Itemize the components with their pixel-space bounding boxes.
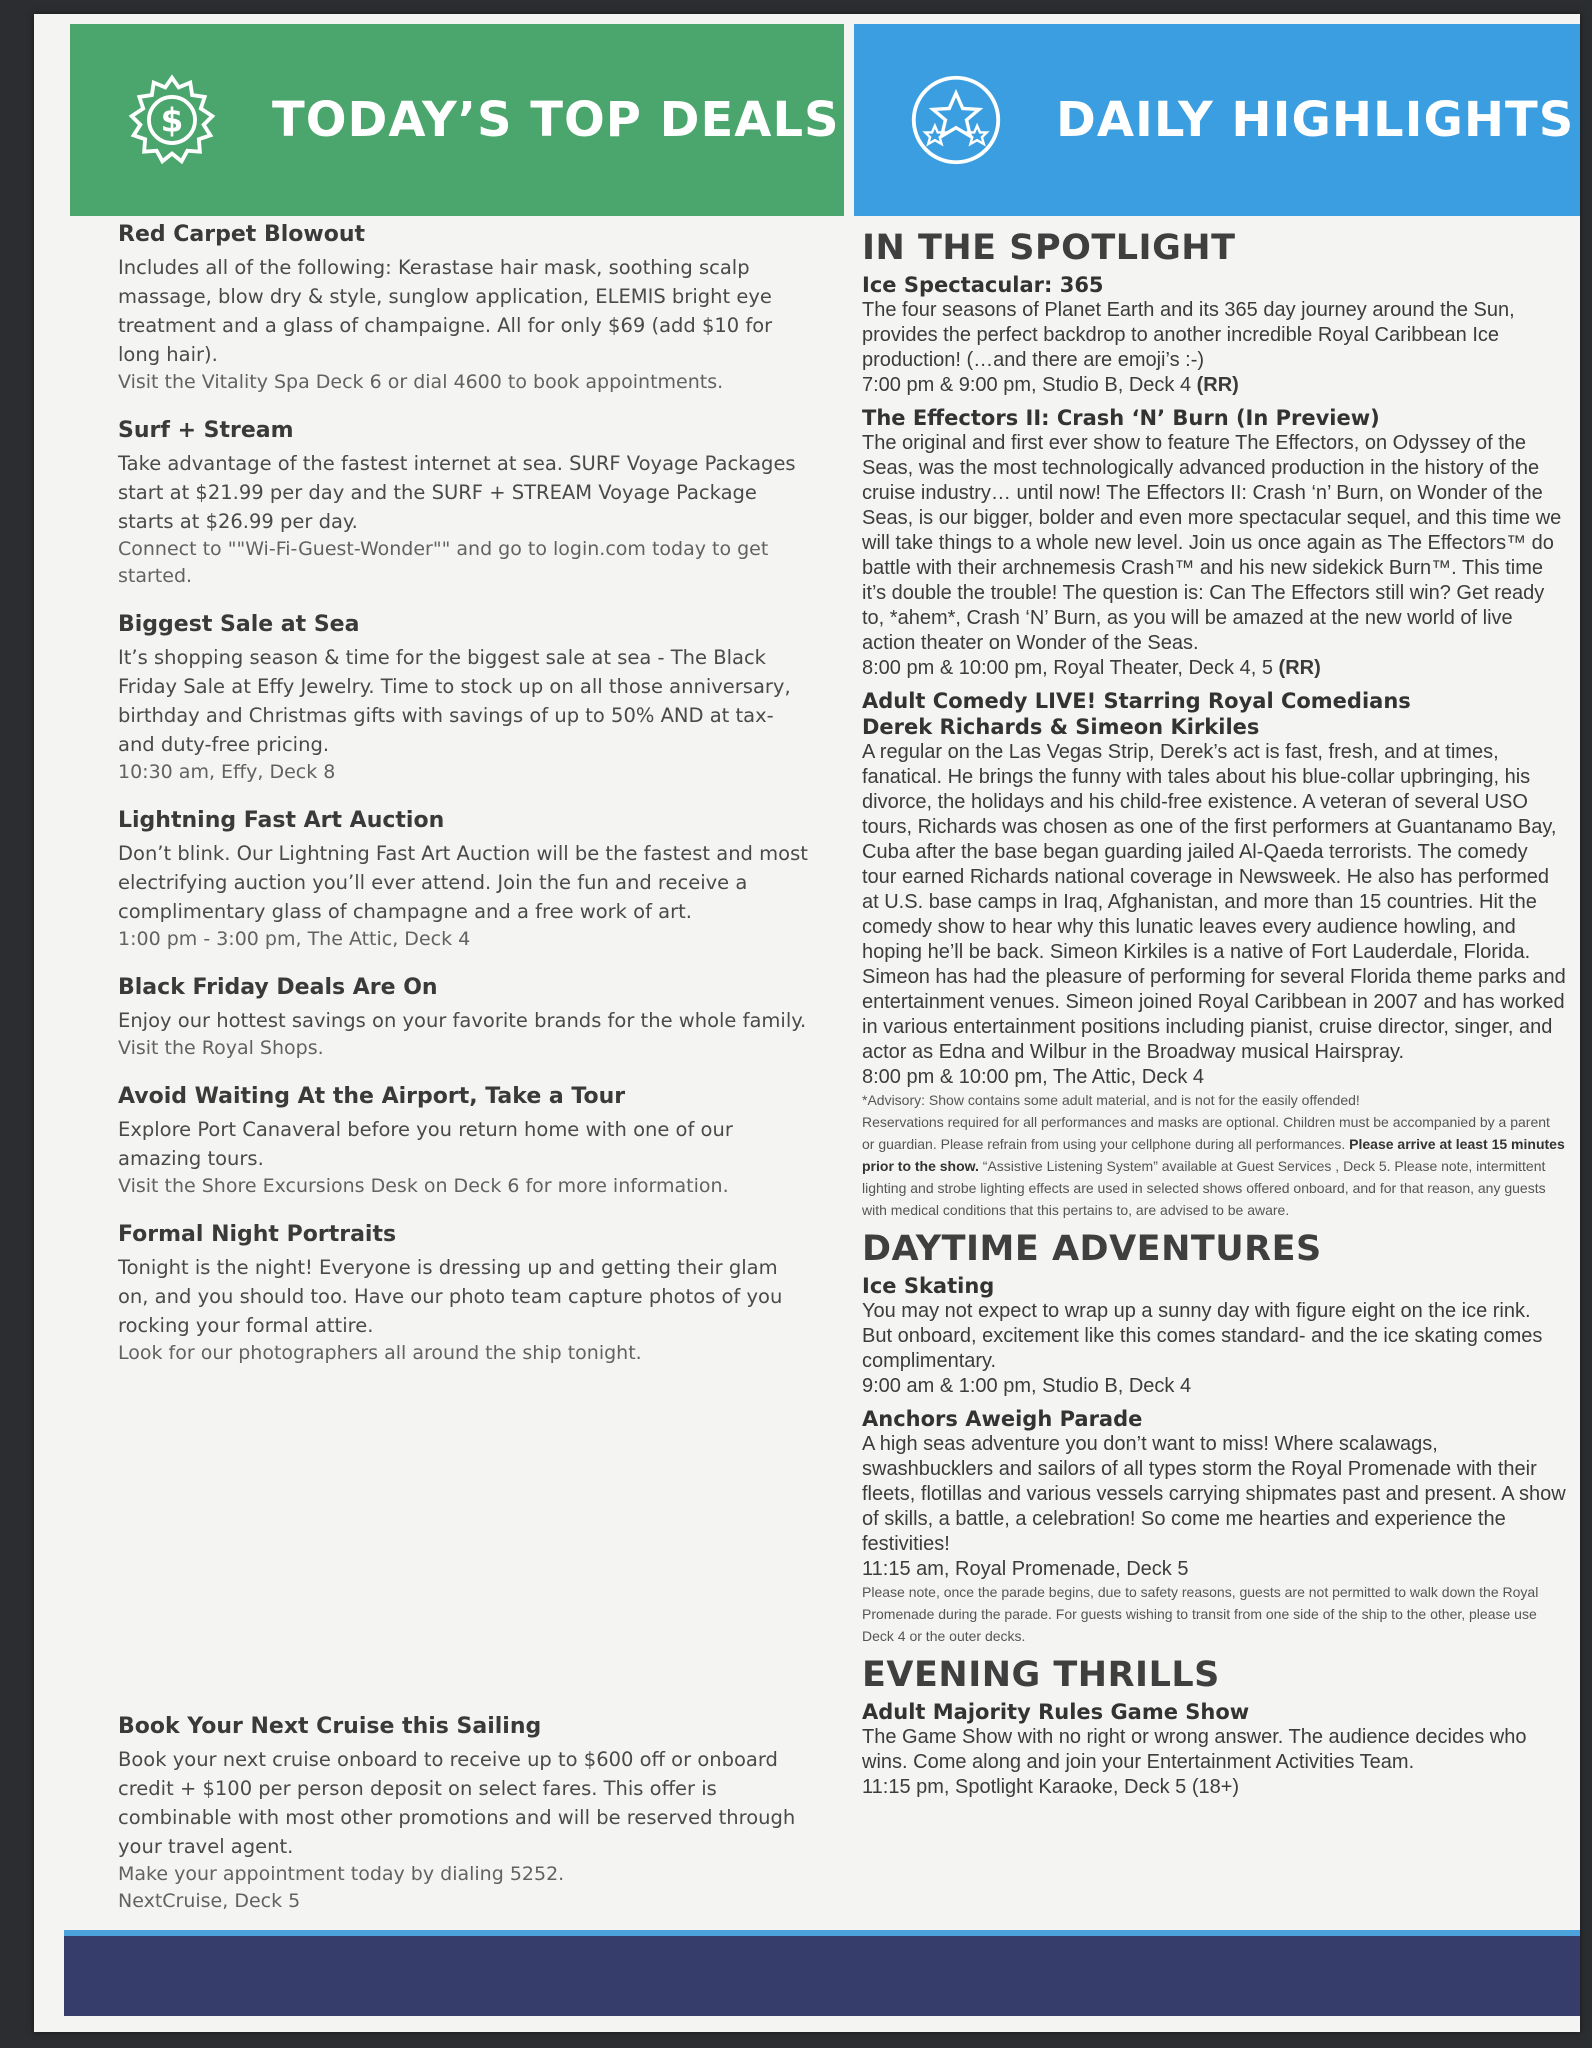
deal-surf-stream: [118, 418, 808, 590]
spotlight-heading: IN THE SPOTLIGHT: [862, 228, 1236, 268]
event-body: A high seas adventure you don’t want to miss! Where scalawags, swashbucklers and sailors of all types storm the Royal Promenade with their fleets, flotillas and various vessels carrying shipmates past and present. A show of skills, a battle, a celebration! So come me hearties and experience the festivities!: [862, 1433, 1566, 1555]
book-info-phone: Make your appointment today by dialing 5252.: [118, 1863, 565, 1885]
event-time: [862, 373, 1566, 397]
event-game-show: [862, 1699, 1566, 1799]
top-deals-header: [70, 24, 844, 216]
event-time: [862, 656, 1566, 680]
deal-info: 10:30 am, Effy, Deck 8: [118, 761, 336, 783]
event-body: You may not expect to wrap up a sunny day with figure eight on the ice rink. But onboard, excitement like this comes standard- and the ice skating comes complimentary.: [862, 1300, 1543, 1372]
deal-info: Visit the Shore Excursions Desk on Deck 6 for more information.: [118, 1175, 729, 1197]
event-time: 11:15 am, Royal Promenade, Deck 5: [862, 1558, 1189, 1580]
event-comedy: [862, 688, 1566, 1221]
event-title: The Effectors II: Crash ‘N’ Burn (In Preview): [862, 406, 1380, 430]
deal-info: Connect to ""Wi-Fi-Guest-Wonder"" and go to login.com today to get started.: [118, 538, 769, 587]
deal-title: Biggest Sale at Sea: [118, 612, 360, 637]
deal-title: Surf + Stream: [118, 418, 294, 443]
deal-info: Visit the Vitality Spa Deck 6 or dial 4600 to book appointments.: [118, 371, 724, 393]
footer-band: [64, 1936, 1580, 2016]
deal-title: Formal Night Portraits: [118, 1222, 397, 1247]
event-parade: [862, 1406, 1566, 1647]
deal-body: Enjoy our hottest savings on your favorite brands for the whole family.: [118, 1009, 807, 1032]
deal-tour: [118, 1084, 808, 1200]
book-title: Book Your Next Cruise this Sailing: [118, 1714, 542, 1739]
deal-title: Avoid Waiting At the Airport, Take a Tour: [118, 1084, 626, 1109]
event-body: The original and first ever show to feature The Effectors, on Odyssey of the Seas, was the most technologically advanced production in the history of the cruise industry… until now! The Effectors II: Crash ‘n’ Burn, on Wonder of the Seas, is our bigger, bolder and even more spectacular sequel, and this time we will take things to a whole new level. Join us once again as The Effectors™ do battle with their archnemesis Crash™ and his new sidekick Burn™. This time it’s double the trouble! The question is: Can The Effectors still win? Get ready to, *ahem*, Crash ‘N’ Burn, as you will be amazed at the new world of live action theater on Wonder of the Seas.: [862, 432, 1562, 654]
flyer-page: [34, 14, 1580, 2032]
deal-red-carpet: [118, 222, 808, 396]
event-time-text: 7:00 pm & 9:00 pm, Studio B, Deck 4: [862, 374, 1197, 396]
listening-note: “Assistive Listening System” available at Guest Services , Deck 5. Please note, intermittent lighting and strobe lighting effects are used in selected shows offered onboard, and for that reason, any guests with medical conditions that this pertains to, are advised to be aware.: [862, 1158, 1546, 1218]
event-ice-skating: [862, 1273, 1566, 1398]
deal-art-auction: [118, 808, 808, 953]
event-subtitle: Derek Richards & Simeon Kirkiles: [862, 715, 1260, 739]
event-body: A regular on the Las Vegas Strip, Derek’s act is fast, fresh, and at times, fanatical. He brings the funny with tales about his blue-collar upbringing, his divorce, the holidays and his child-free existence. A veteran of several USO tours, Richards was chosen as one of the first performers at Guantanamo Bay, Cuba after the base began guarding jailed Al-Qaeda terrorists. The comedy tour earned Richards national coverage in Newsweek. He also has performed at U.S. base camps in Iraq, Afghanistan, and more than 15 countries. Hit the comedy show to hear why this lunatic leaves every audience howling, and hoping he’ll be back. Simeon Kirkiles is a native of Fort Lauderdale, Florida. Simeon has had the pleasure of performing for several Florida theme parks and entertainment venues. Simeon joined Royal Caribbean in 2007 and has worked in various entertainment positions including pianist, cruise director, singer, and actor as Edna and Wilbur in the Broadway musical Hairspray.: [862, 741, 1566, 1063]
event-time-text: 8:00 pm & 10:00 pm, Royal Theater, Deck 4, 5: [862, 657, 1279, 679]
top-deals-title: TODAY’S TOP DEALS: [272, 92, 840, 148]
book-next-cruise: [118, 1714, 808, 1915]
event-title: Adult Comedy LIVE! Starring Royal Comedians: [862, 689, 1411, 713]
deal-body: Don’t blink. Our Lightning Fast Art Auction will be the fastest and most electrifying auction you’ll ever attend. Join the fun and receive a complimentary glass of champagne and a free work of art.: [118, 842, 808, 923]
event-body: The four seasons of Planet Earth and its 365 day journey around the Sun, provides the perfect backdrop to another incredible Royal Caribbean Ice production! (…and there are emoji’s :-): [862, 299, 1515, 371]
daytime-heading: DAYTIME ADVENTURES: [862, 1229, 1322, 1269]
deals-column: [118, 222, 808, 1389]
deal-body: Explore Port Canaveral before you return home with one of our amazing tours.: [118, 1118, 733, 1170]
highlights-column: [862, 228, 1566, 1807]
daily-highlights-title: DAILY HIGHLIGHTS: [1056, 92, 1575, 148]
evening-heading: EVENING THRILLS: [862, 1655, 1220, 1695]
deal-body: Take advantage of the fastest internet at sea. SURF Voyage Packages start at $21.99 per day and the SURF + STREAM Voyage Package starts at $26.99 per day.: [118, 452, 796, 533]
book-info-location: NextCruise, Deck 5: [118, 1890, 301, 1912]
event-title: Anchors Aweigh Parade: [862, 1407, 1143, 1431]
advisory-note: *Advisory: Show contains some adult material, and is not for the easily offended!: [862, 1092, 1360, 1108]
event-ice-spectacular: [862, 272, 1566, 397]
dollar-badge-icon: [124, 72, 220, 168]
reservation-tag: (RR): [1278, 657, 1321, 679]
deal-info: Visit the Royal Shops.: [118, 1037, 324, 1059]
deal-title: Lightning Fast Art Auction: [118, 808, 445, 833]
deal-title: Black Friday Deals Are On: [118, 975, 438, 1000]
deal-body: It’s shopping season & time for the biggest sale at sea - The Black Friday Sale at Effy Jewelry. Time to stock up on all those anniversary, birthday and Christmas gifts with savings of up to 50% AND at tax-and duty-free pricing.: [118, 646, 791, 756]
deal-info: 1:00 pm - 3:00 pm, The Attic, Deck 4: [118, 928, 471, 950]
arrival-note: Please arrive at least 15 minutes prior to the show.: [862, 1136, 1565, 1174]
reservation-note-text: Reservations required for all performances and masks are optional. Children must be accompanied by a parent or guardian. Please refrain from using your cellphone during all performances.: [862, 1114, 1550, 1152]
event-body: The Game Show with no right or wrong answer. The audience decides who wins. Come along and join your Entertainment Activities Team.: [862, 1726, 1527, 1773]
deal-info: Look for our photographers all around the ship tonight.: [118, 1342, 642, 1364]
event-title: Adult Majority Rules Game Show: [862, 1700, 1250, 1724]
deal-body: Includes all of the following: Kerastase hair mask, soothing scalp massage, blow dry & style, sunglow application, ELEMIS bright eye treatment and a glass of champaigne. All for only $69 (add $10 for long hair).: [118, 256, 773, 366]
reservation-note: [862, 1111, 1566, 1221]
deal-title: Red Carpet Blowout: [118, 222, 365, 247]
deal-black-friday: [118, 975, 808, 1062]
deal-biggest-sale: [118, 612, 808, 786]
event-time: 9:00 am & 1:00 pm, Studio B, Deck 4: [862, 1375, 1192, 1397]
deal-body: Tonight is the night! Everyone is dressing up and getting their glam on, and you should too. Have our photo team capture photos of you rocking your formal attire.: [118, 1256, 783, 1337]
book-body: Book your next cruise onboard to receive up to $600 off or onboard credit + $100 per person deposit on select fares. This offer is combinable with most other promotions and will be reserved through your travel agent.: [118, 1748, 796, 1858]
event-time: 11:15 pm, Spotlight Karaoke, Deck 5 (18+): [862, 1776, 1240, 1798]
event-title: Ice Skating: [862, 1274, 995, 1298]
event-title: Ice Spectacular: 365: [862, 273, 1104, 297]
reservation-tag: (RR): [1196, 374, 1239, 396]
parade-note: Please note, once the parade begins, due to safety reasons, guests are not permitted to walk down the Royal Promenade during the parade. For guests wishing to transit from one side of the ship to the other, please use Deck 4 or the outer decks.: [862, 1584, 1539, 1644]
event-time: 8:00 pm & 10:00 pm, The Attic, Deck 4: [862, 1066, 1205, 1088]
stars-circle-icon: [908, 72, 1004, 168]
event-effectors: [862, 405, 1566, 680]
deal-portraits: [118, 1222, 808, 1367]
svg-text:$: $: [160, 101, 184, 140]
daily-highlights-header: [854, 24, 1580, 216]
